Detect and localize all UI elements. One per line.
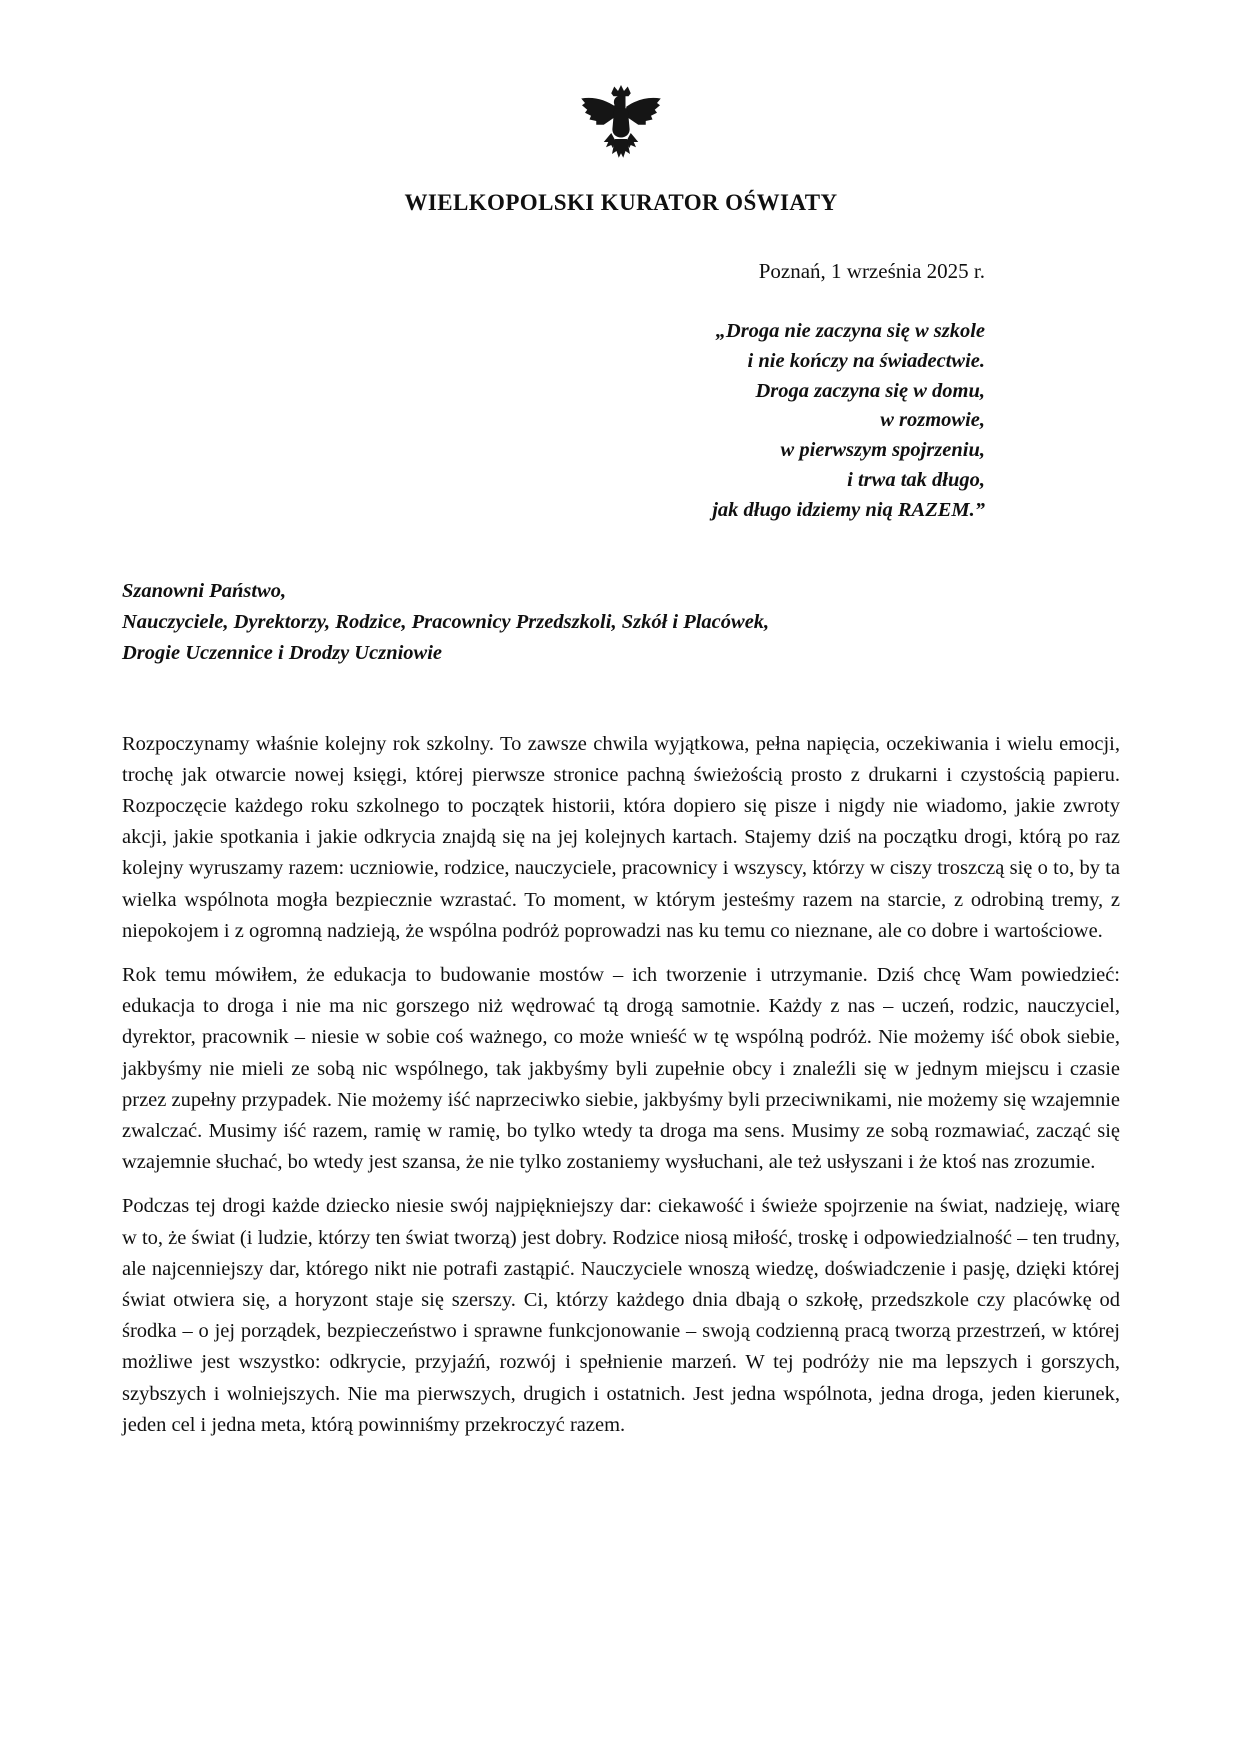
quote-line: Droga zaczyna się w domu, — [755, 379, 985, 402]
salutation-line: Szanowni Państwo, — [122, 579, 287, 602]
quote-line: w pierwszym spojrzeniu, — [780, 439, 985, 462]
quote-line: „Droga nie zaczyna się w szkole — [715, 320, 985, 342]
quote-line: w rozmowie, — [880, 409, 985, 432]
page-title: WIELKOPOLSKI KURATOR OŚWIATY — [404, 190, 838, 215]
salutation-line: Nauczyciele, Dyrektorzy, Rodzice, Pracownicy Przedszkoli, Szkół i Placówek, — [122, 610, 770, 633]
quote-line: i trwa tak długo, — [847, 468, 985, 491]
salutation-line: Drogie Uczennice i Drodzy Uczniowie — [122, 641, 443, 664]
quote-line: i nie kończy na świadectwie. — [747, 349, 985, 372]
body-paragraph: Podczas tej drogi każde dziecko niesie swój najpiękniejszy dar: ciekawość i świeże spojrzenie na świat, nadzieję, wiarę w to, że świat (i ludzie, którzy ten świat tworzą) jest dobry. Rodzice niosą miłość, troskę i odpowiedzialność – ten trudny, ale najcenniejszy dar, którego nikt nie potrafi zastąpić. Nauczyciele wnoszą wiedzę, doświadczenie i pasję, dzięki której świat otwiera się, a horyzont staje się szerszy. Ci, którzy każdego dnia dbają o szkołę, przedszkole czy placówkę od środka – o jej porządek, bezpieczeństwo i sprawne funkcjonowanie – swoją codzienną pracą tworzą przestrzeń, w której możliwe jest wszystko: odkrycie, przyjaźń, rozwój i spełnienie marzeń. W tej podróży nie ma lepszych i gorszych, szybszych i wolniejszych. Nie ma pierwszych, drugich i ostatnich. Jest jedna wspólnota, jedna droga, jeden kierunek, jeden cel i jedna meta, którą powinniśmy przekroczyć razem. — [122, 1195, 1120, 1436]
emblem-container — [122, 0, 1120, 170]
body-paragraph: Rozpoczynamy właśnie kolejny rok szkolny. To zawsze chwila wyjątkowa, pełna napięcia, oczekiwania i wielu emocji, trochę jak otwarcie nowej księgi, której pierwsze stronice pachną świeżością prosto z drukarni i czystością papieru. Rozpoczęcie każdego roku szkolnego to początek historii, która dopiero się pisze i nigdy nie wiadomo, jakie zwroty akcji, jakie spotkania i jakie odkrycia znajdą się na jej kolejnych kartach. Stajemy dziś na początku drogi, którą po raz kolejny wyruszamy razem: uczniowie, rodzice, nauczyciele, pracownicy i wszyscy, którzy w ciszy troszczą się o to, by ta wielka wspólnota mogła bezpiecznie wzrastać. To moment, w którym jesteśmy razem na starcie, z odrobiną tremy, z niepokojem i z ogromną nadzieją, że wspólna podróż poprowadzi nas ku temu co nieznane, ale co dobre i wartościowe. — [122, 732, 1120, 942]
body-paragraph: Rok temu mówiłem, że edukacja to budowanie mostów – ich tworzenie i utrzymanie. Dziś chcę Wam powiedzieć: edukacja to droga i nie ma nic gorszego niż wędrować tą drogą samotnie. Każdy z nas – uczeń, rodzic, nauczyciel, dyrektor, pracownik – niesie w sobie coś ważnego, co może wnieść w tę wspólną podróż. Nie możemy iść obok siebie, jakbyśmy nie mieli ze sobą nic wspólnego, tak jakbyśmy byli zupełnie obcy i znaleźli się w jednym miejscu i czasie przez zupełny przypadek. Nie możemy iść naprzeciwko siebie, jakbyśmy byli przeciwnikami, nie możemy się wzajemnie zwalczać. Musimy iść razem, ramię w ramię, bo tylko wtedy ta droga ma sens. Musimy ze sobą rozmawiać, zacząć się wzajemnie słuchać, bo wtedy jest szansa, że nie tylko zostaniemy wysłuchani, ale też usłyszani i że ktoś nas zrozumie. — [122, 964, 1120, 1174]
dateline: Poznań, 1 września 2025 r. — [758, 259, 985, 283]
letter-body — [122, 729, 1120, 1441]
quote-line: jak długo idziemy nią RAZEM.” — [712, 498, 985, 521]
quote-block — [122, 317, 1120, 526]
salutation-block — [122, 576, 1120, 669]
polish-eagle-emblem — [576, 84, 666, 170]
